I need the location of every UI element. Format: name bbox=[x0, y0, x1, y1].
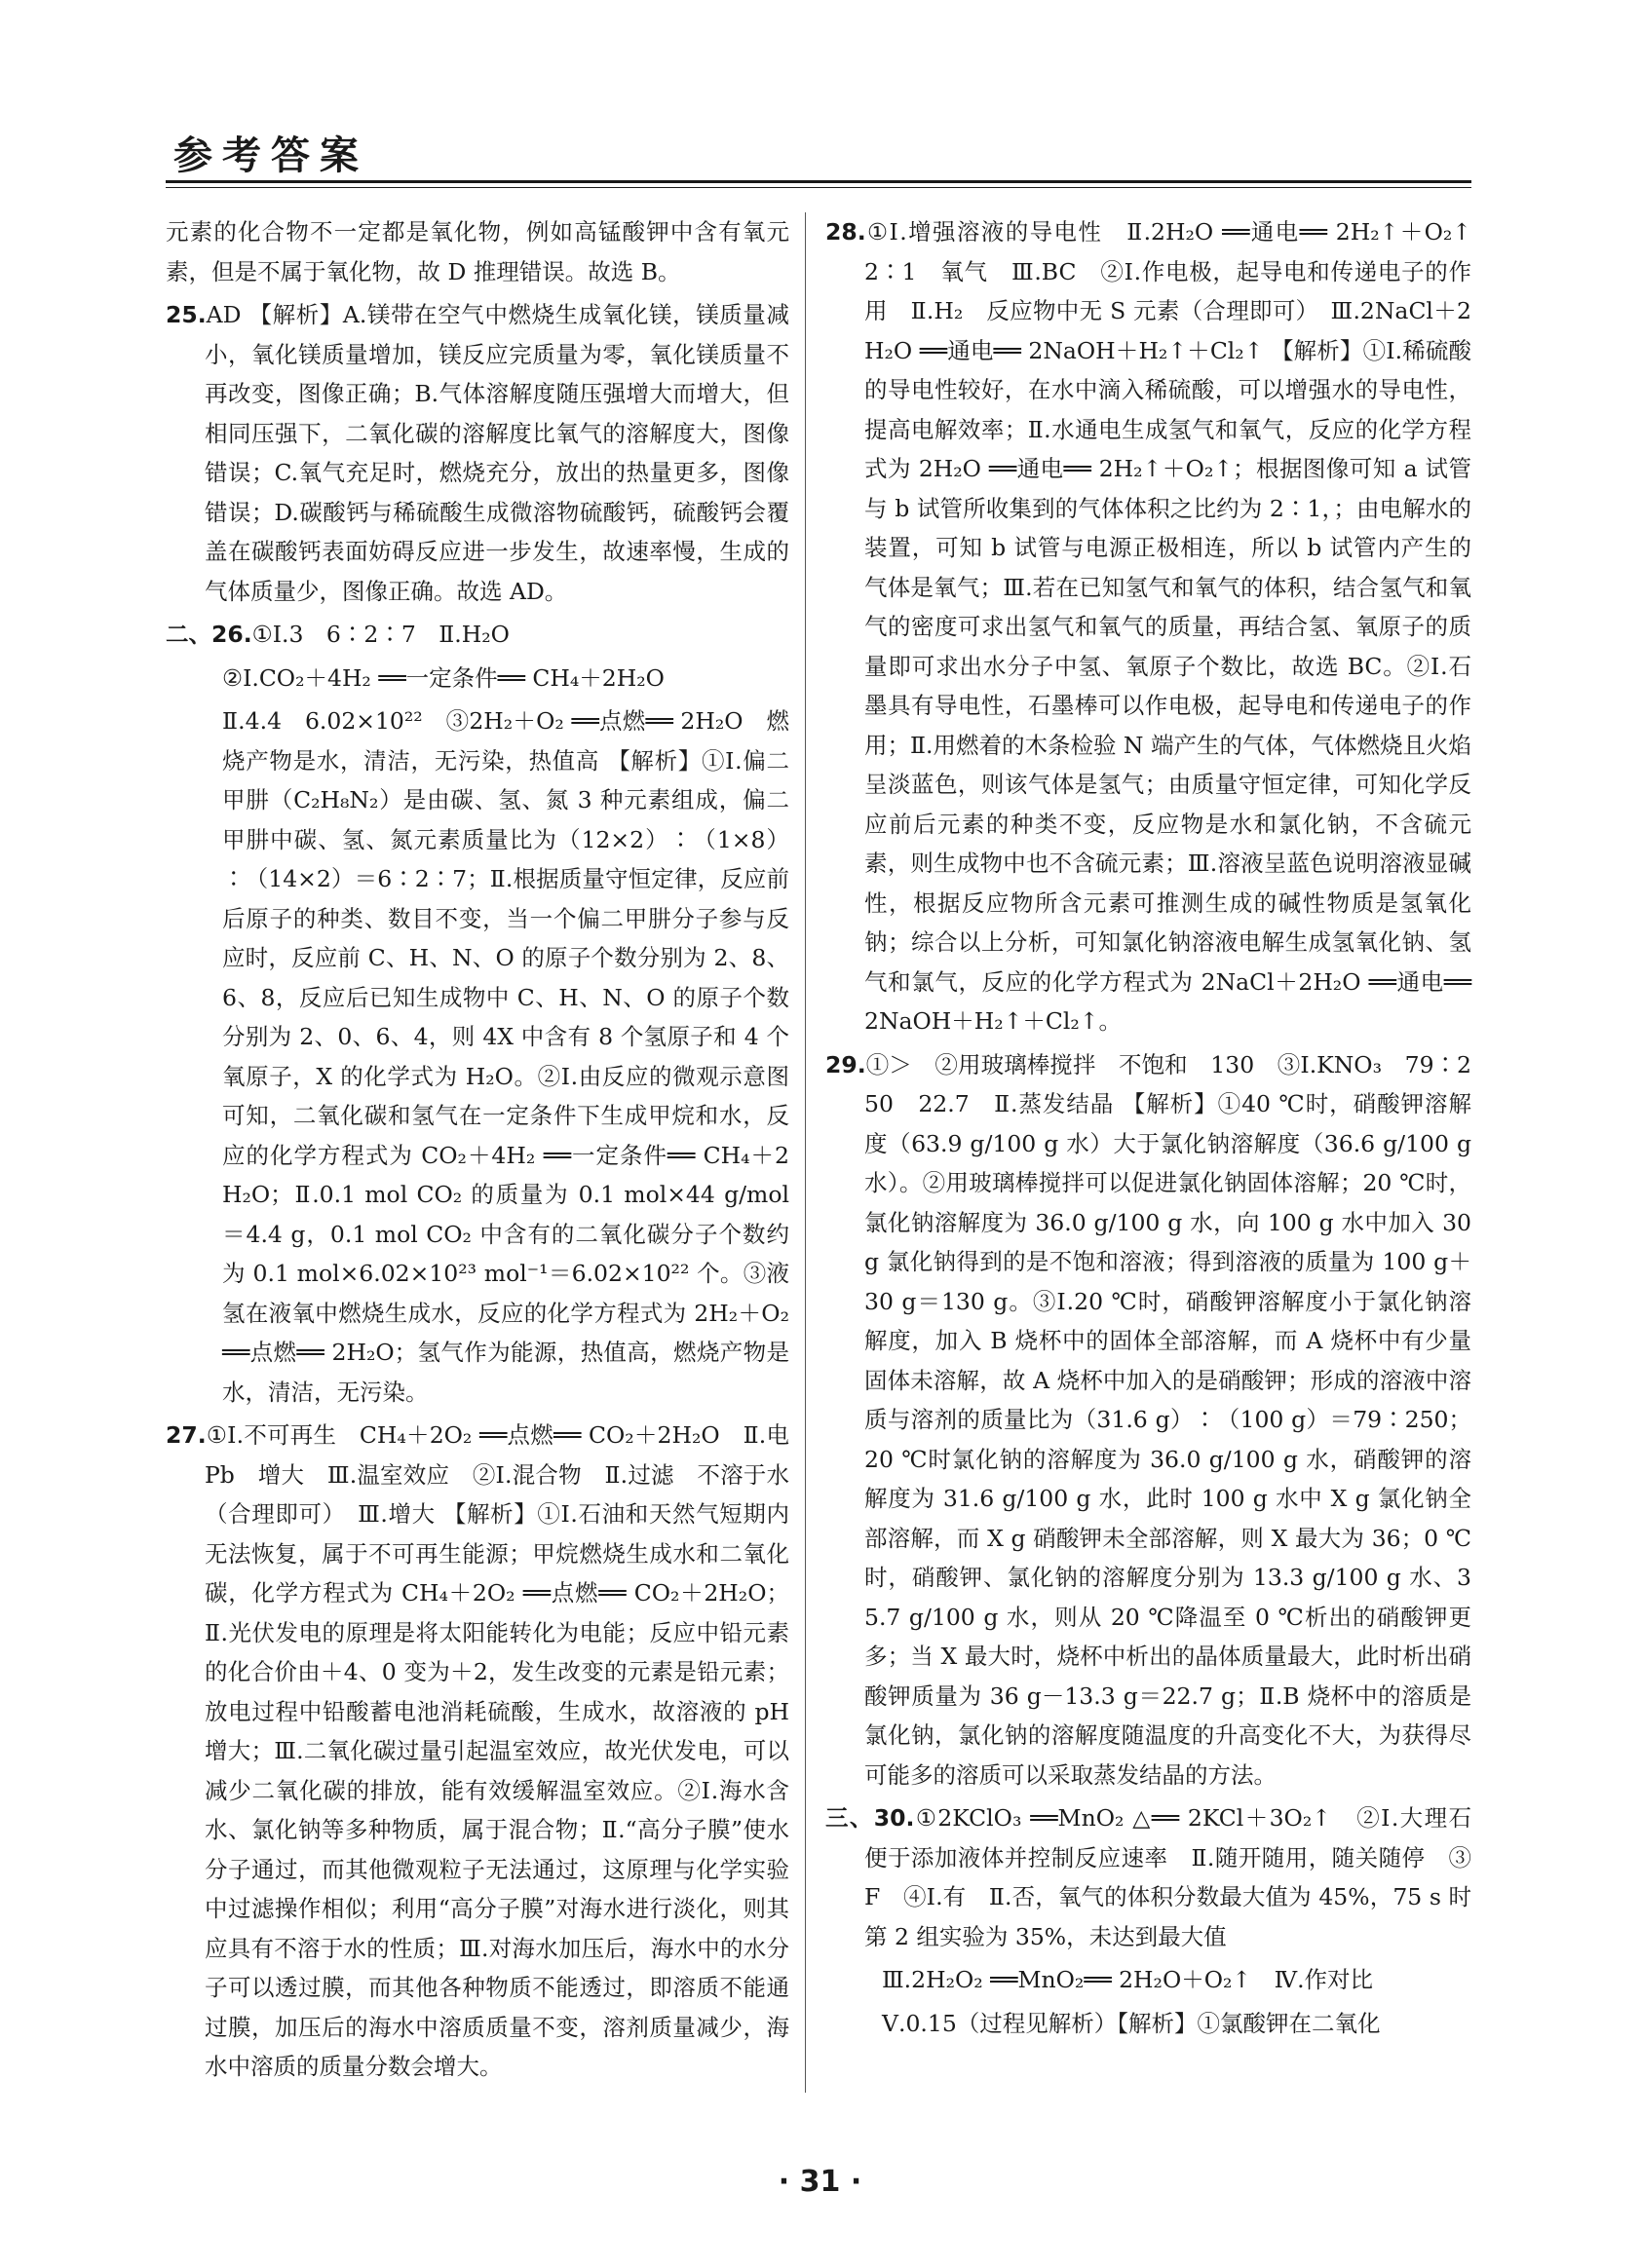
page-header-title: 参考答案 bbox=[173, 133, 368, 178]
answer-text: ②Ⅰ.CO₂＋4H₂ ══一定条件══ CH₄＋2H₂O bbox=[222, 663, 665, 692]
question-number: 25. bbox=[166, 301, 207, 328]
page-number: · 31 · bbox=[778, 2165, 862, 2199]
column-divider bbox=[805, 212, 806, 2093]
answer-paragraph bbox=[825, 1798, 1495, 1956]
answer-paragraph bbox=[166, 295, 789, 611]
question-number: 二、26. bbox=[166, 621, 252, 648]
answer-text: Ⅱ.4.4 6.02×10²² ③2H₂＋O₂ ══点燃══ 2H₂O 燃烧产物是水，清洁，无污染，热值高 【解析】①Ⅰ.偏二甲肼（C₂H₈N₂）是由碳、氢、氮 3 种元素组成，偏二甲肼中碳、氢、氮元素质量比为（12×2）∶（1×8）∶（14×2）＝6∶2∶7；Ⅱ.根据质量守恒定律，反应前后原子的种类、数目不变，当一个偏二甲肼分子参与反应时，反应前 C、H、N、O 的原子个数分别为 2、8、6、8，反应后已知生成物中 C、H、N、O 的原子个数分别为 2、0、6、4，则 4X 中含有 8 个氢原子和 4 个氧原子，X 的化学式为 H₂O。②Ⅰ.由反应的微观示意图可知，二氧化碳和氢气在一定条件下生成甲烷和水，反应的化学方程式为 CO₂＋4H₂ ══一定条件══ CH₄＋2H₂O；Ⅱ.0.1 mol CO₂ 的质量为 0.1 mol×44 g/mol＝4.4 g，0.1 mol CO₂ 中含有的二氧化碳分子个数约为 0.1 mol×6.02×10²³ mol⁻¹＝6.02×10²² 个。③液氢在液氧中燃烧生成水，反应的化学方程式为 2H₂＋O₂ ══点燃══ 2H₂O；氢气作为能源，热值高，燃烧产物是水，清洁，无污染。 bbox=[222, 707, 789, 1406]
answer-paragraph bbox=[166, 1416, 813, 2087]
left-column bbox=[166, 212, 813, 2091]
answer-paragraph bbox=[166, 701, 789, 1412]
answer-text: ①Ⅰ.不可再生 CH₄＋2O₂ ══点燃══ CO₂＋2H₂O Ⅱ.电 Pb 增大 Ⅲ.温室效应 ②Ⅰ.混合物 Ⅱ.过滤 不溶于水（合理即可） Ⅲ.增大 【解析】①Ⅰ.石油和天然气短期内无法恢复，属于不可再生能源；甲烷燃烧生成水和二氧化碳，化学方程式为 CH₄＋2O₂ ══点燃══ CO₂＋2H₂O；Ⅱ.光伏发电的原理是将太阳能转化为电能；反应中铅元素的化合价由＋4、0 变为＋2，发生改变的元素是铅元素；放电过程中铅酸蓄电池消耗硫酸，生成水，故溶液的 pH 增大；Ⅲ.二氧化碳过量引起温室效应，故光伏发电，可以减少二氧化碳的排放，能有效缓解温室效应。②Ⅰ.海水含水、氯化钠等多种物质，属于混合物；Ⅱ.“高分子膜”使水分子通过，而其他微观粒子无法通过，这原理与化学实验中过滤操作相似；利用“高分子膜”对海水进行淡化，则其应具有不溶于水的性质；Ⅲ.对海水加压后，海水中的水分子可以透过膜，而其他各种物质不能透过，即溶质不能通过膜，加压后的海水中溶质质量不变，溶剂质量减少，海水中溶质的质量分数会增大。 bbox=[205, 1421, 813, 2080]
answer-paragraph bbox=[166, 615, 789, 655]
answer-text: Ⅲ.2H₂O₂ ══MnO₂══ 2H₂O＋O₂↑ Ⅳ.作对比 bbox=[882, 1966, 1374, 1993]
question-number: 三、30. bbox=[825, 1804, 915, 1832]
answer-paragraph bbox=[166, 659, 789, 699]
right-column bbox=[825, 212, 1495, 2047]
answer-paragraph bbox=[825, 1960, 1471, 2000]
question-number: 29. bbox=[825, 1050, 866, 1078]
header-rule bbox=[166, 180, 1471, 183]
answer-text: 元素的化合物不一定都是氧化物，例如高锰酸钾中含有氧元素，但是不属于氧化物，故 D 推理错误。故选 B。 bbox=[166, 218, 789, 285]
question-number: 28. bbox=[825, 218, 866, 246]
answer-text: ①Ⅰ.增强溶液的导电性 Ⅱ.2H₂O ══通电══ 2H₂↑＋O₂↑ 2∶1 氧气 Ⅲ.BC ②Ⅰ.作电极，起导电和传递电子的作用 Ⅱ.H₂ 反应物中无 S 元素（合理即可） Ⅲ.2NaCl＋2H₂O ══通电══ 2NaOH＋H₂↑＋Cl₂↑ 【解析】①Ⅰ.稀硫酸的导电性较好，在水中滴入稀硫酸，可以增强水的导电性，提高电解效率；Ⅱ.水通电生成氢气和氧气，反应的化学方程式为 2H₂O ══通电══ 2H₂↑＋O₂↑；根据图像可知 a 试管与 b 试管所收集到的气体体积之比约为 2∶1，；由电解水的装置，可知 b 试管与电源正极相连，所以 b 试管内产生的气体是氧气；Ⅲ.若在已知氢气和氧气的体积，结合氢气和氧气的密度可求出氢气和氧气的质量，再结合氢、氧原子的质量即可求出水分子中氢、氧原子个数比，故选 BC。②Ⅰ.石墨具有导电性，石墨棒可以作电极，起导电和传递电子的作用；Ⅱ.用燃着的木条检验 N 端产生的气体，气体燃烧且火焰呈淡蓝色，则该气体是氢气；由质量守恒定律，可知化学反应前后元素的种类不变，反应物是水和氯化钠，不含硫元素，则生成物中也不含硫元素；Ⅲ.溶液呈蓝色说明溶液显碱性，根据反应物所含元素可推测生成的碱性物质是氢氧化钠；综合以上分析，可知氯化钠溶液电解生成氢氧化钠、氢气和氯气，反应的化学方程式为 2NaCl＋2H₂O ══通电══ 2NaOH＋H₂↑＋Cl₂↑。 bbox=[864, 218, 1495, 1035]
header-rule-thin bbox=[166, 187, 1471, 188]
answer-paragraph bbox=[825, 1045, 1471, 1796]
answer-paragraph bbox=[825, 212, 1495, 1041]
answer-text: ①Ⅰ.3 6∶2∶7 Ⅱ.H₂O bbox=[251, 621, 510, 648]
answer-paragraph bbox=[166, 212, 789, 291]
answer-text: AD 【解析】A.镁带在空气中燃烧生成氧化镁，镁质量减小，氧化镁质量增加，镁反应完质量为零，氧化镁质量不再改变，图像正确；B.气体溶解度随压强增大而增大，但相同压强下，二氧化碳的溶解度比氧气的溶解度大，图像错误；C.氧气充足时，燃烧充分，放出的热量更多，图像错误；D.碳酸钙与稀硫酸生成微溶物硫酸钙，硫酸钙会覆盖在碳酸钙表面妨碍反应进一步发生，故速率慢，生成的气体质量少，图像正确。故选 AD。 bbox=[205, 301, 789, 605]
answer-text: ①＞ ②用玻璃棒搅拌 不饱和 130 ③Ⅰ.KNO₃ 79∶250 22.7 Ⅱ.蒸发结晶 【解析】①40 ℃时，硝酸钾溶解度（63.9 g/100 g 水）大于氯化钠溶解度（36.6 g/100 g 水）。②用玻璃棒搅拌可以促进氯化钠固体溶解；20 ℃时，氯化钠溶解度为 36.0 g/100 g 水，向 100 g 水中加入 30 g 氯化钠得到的是不饱和溶液；得到溶液的质量为 100 g＋30 g＝130 g。③Ⅰ.20 ℃时，硝酸钾溶解度小于氯化钠溶解度，加入 B 烧杯中的固体全部溶解，而 A 烧杯中有少量固体未溶解，故 A 烧杯中加入的是硝酸钾；形成的溶液中溶质与溶剂的质量比为（31.6 g）∶（100 g）＝79∶250；20 ℃时氯化钠的溶解度为 36.0 g/100 g 水，硝酸钾的溶解度为 31.6 g/100 g 水，此时 100 g 水中 X g 氯化钠全部溶解，而 X g 硝酸钾未全部溶解，则 X 最大为 36；0 ℃时，硝酸钾、氯化钠的溶解度分别为 13.3 g/100 g 水、35.7 g/100 g 水，则从 20 ℃降温至 0 ℃析出的硝酸钾更多；当 X 最大时，烧杯中析出的晶体质量最大，此时析出硝酸钾质量为 36 g－13.3 g＝22.7 g；Ⅱ.B 烧杯中的溶质是氯化钠，氯化钠的溶解度随温度的升高变化不大，为获得尽可能多的溶质可以采取蒸发结晶的方法。 bbox=[864, 1050, 1471, 1789]
answer-text: ①2KClO₃ ══MnO₂ △══ 2KCl＋3O₂↑ ②Ⅰ.大理石 便于添加液体并控制反应速率 Ⅱ.随开随用，随关随停 ③F ④Ⅰ.有 Ⅱ.否，氧气的体积分数最大值为 45%，75 s 时第 2 组实验为 35%，未达到最大值 bbox=[864, 1804, 1495, 1950]
answer-paragraph bbox=[825, 2004, 1471, 2044]
answer-text: Ⅴ.0.15（过程见解析）【解析】①氯酸钾在二氧化 bbox=[882, 2009, 1381, 2037]
question-number: 27. bbox=[166, 1421, 207, 1449]
